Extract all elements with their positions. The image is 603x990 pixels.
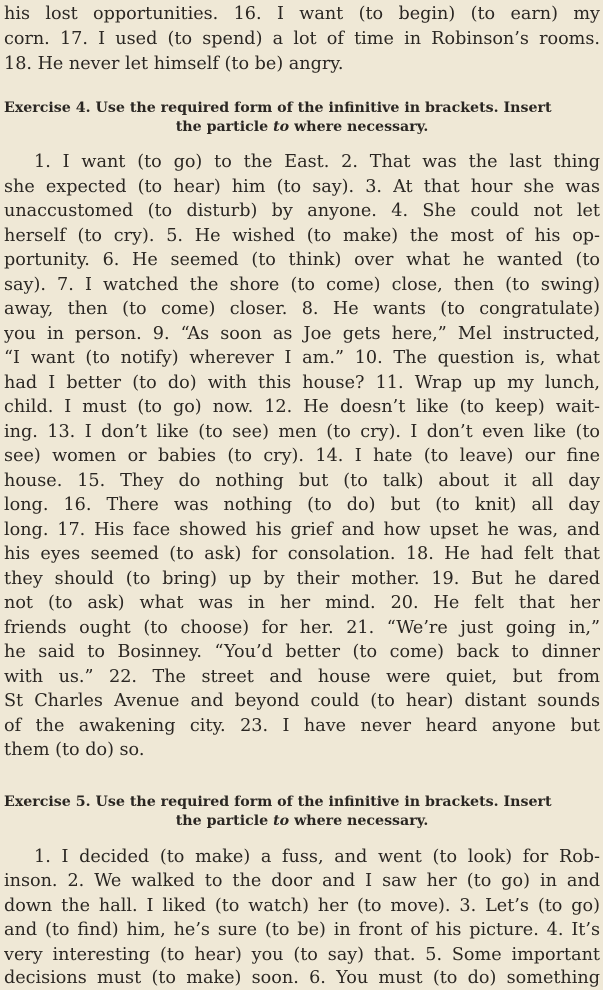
- text-line: ing. 13. I don’t like (to see) men (to cry). I don’t even like (to: [4, 422, 600, 442]
- text-line: they should (to bring) up by their mother. 19. But he dared: [4, 569, 600, 589]
- text-line: long. 16. There was nothing (to do) but (to knit) all day: [4, 495, 600, 515]
- text-line: portunity. 6. He seemed (to think) over what he wanted (to: [4, 250, 600, 270]
- text-line: corn. 17. I used (to spend) a lot of time in Robinson’s rooms.: [4, 29, 600, 49]
- text-line: 1. I want (to go) to the East. 2. That was the last thing: [34, 152, 600, 172]
- exercise-4-heading: Exercise 4. Use the required form of the infinitive in brackets. Insert: [4, 100, 552, 116]
- text-line: and (to find) him, he’s sure (to be) in front of his picture. 4. It’s: [4, 920, 600, 940]
- text-line: 18. He never let himself (to be) angry.: [4, 54, 344, 74]
- text-line: his eyes seemed (to ask) for consolation. 18. He had felt that: [4, 544, 600, 564]
- text-line: he said to Bosinney. “You’d better (to come) back to dinner: [4, 642, 600, 662]
- text-line: very interesting (to hear) you (to say) that. 5. Some important: [4, 945, 600, 965]
- text-line: “I want (to notify) wherever I am.” 10. The question is, what: [4, 348, 600, 368]
- exercise-5-heading: Exercise 5. Use the required form of the infinitive in brackets. Insert: [4, 794, 552, 810]
- heading-text: the particle: [175, 813, 274, 829]
- text-line: decisions must (to make) soon. 6. You must (to do) something: [4, 968, 600, 988]
- text-line: with us.” 22. The street and house were quiet, but from: [4, 667, 600, 687]
- heading-particle: to: [273, 119, 290, 135]
- text-line: she expected (to hear) him (to say). 3. At that hour she was: [4, 177, 600, 197]
- text-line: child. I must (to go) now. 12. He doesn’t like (to keep) wait-: [4, 397, 600, 417]
- text-line: long. 17. His face showed his grief and how upset he was, and: [4, 520, 600, 540]
- text-line: down the hall. I liked (to watch) her (to move). 3. Let’s (to go): [4, 896, 600, 916]
- text-line: away, then (to come) closer. 8. He wants (to congratulate): [4, 299, 600, 319]
- heading-text: where necessary.: [289, 813, 429, 829]
- text-line: had I better (to do) with this house? 11. Wrap up my lunch,: [4, 373, 600, 393]
- text-line: see) women or babies (to cry). 14. I hate (to leave) our fine: [4, 446, 600, 466]
- exercise-4-heading-line2: [4, 118, 600, 137]
- exercise-5-heading-line2: [4, 812, 600, 831]
- text-line: herself (to cry). 5. He wished (to make) the most of his op-: [4, 226, 600, 246]
- heading-text: the particle: [175, 119, 274, 135]
- text-line: them (to do) so.: [4, 740, 145, 760]
- heading-text: where necessary.: [289, 119, 429, 135]
- text-line: friends ought (to choose) for her. 21. “We’re just going in,”: [4, 618, 600, 638]
- heading-particle: to: [273, 813, 290, 829]
- text-line: not (to ask) what was in her mind. 20. He felt that her: [4, 593, 600, 613]
- text-line: St Charles Avenue and beyond could (to hear) distant sounds: [4, 691, 600, 711]
- text-line: you in person. 9. “As soon as Joe gets here,” Mel instructed,: [4, 324, 600, 344]
- text-line: unaccustomed (to disturb) by anyone. 4. She could not let: [4, 201, 600, 221]
- text-line: house. 15. They do nothing but (to talk) about it all day: [4, 471, 600, 491]
- text-line: inson. 2. We walked to the door and I saw her (to go) in and: [4, 871, 600, 891]
- text-line: his lost opportunities. 16. I want (to begin) (to earn) my: [4, 4, 600, 24]
- text-line: 1. I decided (to make) a fuss, and went (to look) for Rob-: [34, 847, 600, 867]
- text-line: of the awakening city. 23. I have never heard anyone but: [4, 716, 600, 736]
- text-line: say). 7. I watched the shore (to come) close, then (to swing): [4, 275, 600, 295]
